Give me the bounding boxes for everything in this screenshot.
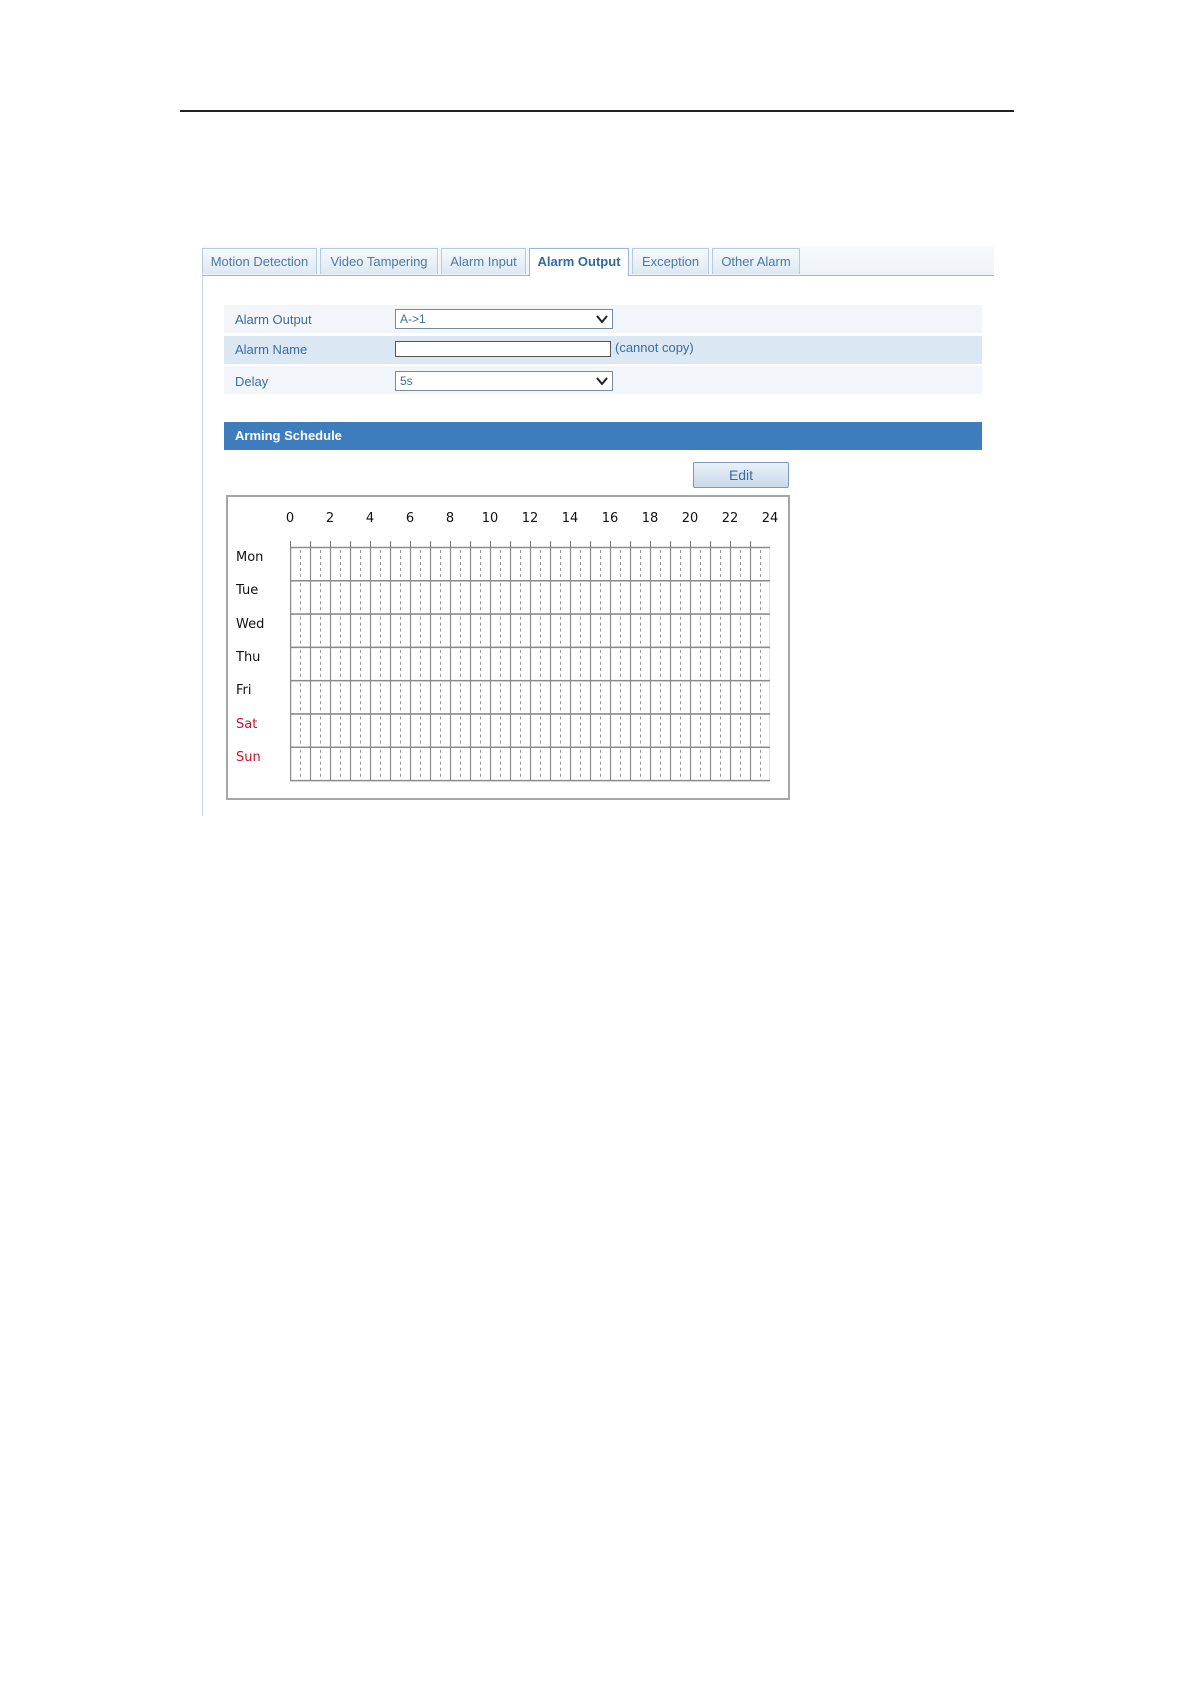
alarm-output-label: Alarm Output <box>235 312 312 327</box>
alarm-name-hint: (cannot copy) <box>615 340 694 355</box>
hour-label: 14 <box>561 511 579 526</box>
tab-motion-detection[interactable]: Motion Detection <box>202 248 317 274</box>
chevron-down-icon <box>594 311 610 327</box>
delay-value: 5s <box>400 374 413 388</box>
day-label-fri: Fri <box>236 683 252 699</box>
hour-label: 12 <box>521 511 539 526</box>
day-label-mon: Mon <box>236 550 264 565</box>
day-label-sat: Sat <box>236 716 258 732</box>
day-label-thu: Thu <box>236 649 261 665</box>
hour-label: 24 <box>761 511 779 526</box>
panel-left-border <box>202 246 203 816</box>
day-label-wed: Wed <box>236 616 265 632</box>
hour-label: 16 <box>601 511 619 526</box>
alarm-output-select[interactable] <box>395 309 613 329</box>
tab-exception[interactable]: Exception <box>632 248 709 274</box>
day-label-tue: Tue <box>236 583 259 599</box>
tab-other-alarm[interactable]: Other Alarm <box>712 248 800 274</box>
alarm-name-input[interactable] <box>395 341 611 357</box>
hour-label: 2 <box>325 511 335 526</box>
delay-select[interactable] <box>395 371 613 391</box>
delay-label: Delay <box>235 374 269 389</box>
arming-schedule-header: Arming Schedule <box>224 422 982 450</box>
tab-video-tampering[interactable]: Video Tampering <box>320 248 438 274</box>
hour-label: 18 <box>641 511 659 526</box>
hour-label: 20 <box>681 511 699 526</box>
hour-label: 6 <box>405 511 415 526</box>
alarm-name-label: Alarm Name <box>235 342 308 357</box>
tab-alarm-output[interactable]: Alarm Output <box>529 248 629 276</box>
hour-label: 0 <box>285 511 295 526</box>
hour-label: 22 <box>721 511 739 526</box>
alarm-output-value: A->1 <box>400 312 426 326</box>
edit-button[interactable]: Edit <box>693 462 789 488</box>
tab-alarm-input[interactable]: Alarm Input <box>441 248 526 274</box>
day-label-sun: Sun <box>236 749 261 765</box>
schedule-grid[interactable] <box>290 541 770 782</box>
page-top-rule <box>180 110 1014 112</box>
hour-label: 4 <box>365 511 375 526</box>
hour-label: 8 <box>445 511 455 526</box>
hour-label: 10 <box>481 511 499 526</box>
chevron-down-icon <box>594 373 610 389</box>
